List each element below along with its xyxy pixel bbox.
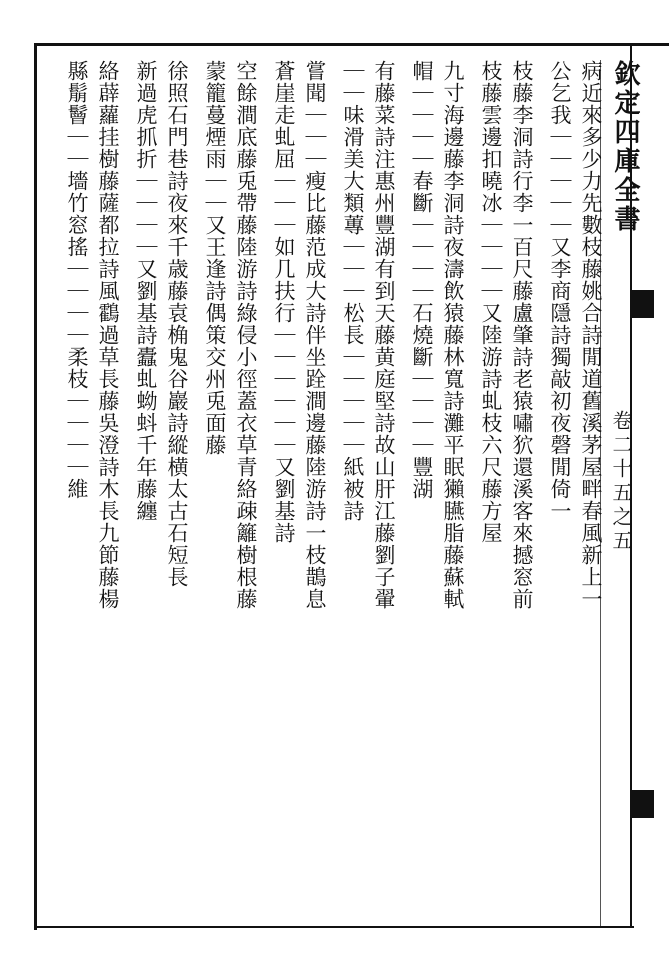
text-column: 帽｜｜｜｜春斷｜｜｜｜石燒斷｜｜｜｜豐湖 [410, 60, 434, 500]
text-column: 徐照石門巷詩夜來千歳藤袁桷鬼谷巖詩縱横太古石短長 [165, 60, 189, 588]
text-column: 新過虎抓折｜｜｜｜又劉基詩蠹虬蚴蚪千年藤纏 [134, 60, 158, 522]
text-column: 絡薜蘿挂樹藤薩都拉詩風鸖過草長藤吳澄詩木長九節藤楊 [96, 60, 120, 610]
text-column: ｜｜味滑美大類蓴｜｜｜松長｜｜｜｜｜紙被詩 [341, 60, 365, 522]
bottom-rule [34, 926, 634, 928]
text-column: 枝藤雲邊扣曉冰｜｜｜｜又陸游詩虬枝六尺藤方屋 [479, 60, 503, 544]
text-column: 蒙籠蔓煙雨｜｜又王逢詩偶策交州兎面藤 [203, 60, 227, 456]
text-column: 病近來多少力先數枝藤姚合詩閒道舊溪茅屋畔春風新上一 [579, 60, 603, 610]
text-column: 嘗聞｜｜｜瘦比藤范成大詩伴坐跧澗邊藤陸游詩一枝鵲息 [303, 60, 327, 610]
book-title: 欽定四庫全書 [610, 60, 640, 234]
volume-label: 卷二十五之五 [609, 410, 633, 554]
text-column: 九寸海邊藤李洞詩夜濤飲猿藤林寬詩灘平眠獺臙脂藤蘇軾 [441, 60, 465, 610]
text-column: 空餘澗底藤兎帶藤陸游詩綠侵小徑蓋衣草青絡疎籬樹根藤 [234, 60, 258, 610]
text-column: 蒼崖走虬屈｜｜｜如几扶行｜｜｜｜｜｜又劉基詩 [272, 60, 296, 544]
text-column: 公乞我｜｜｜｜｜又李商隱詩獨敲初夜磬閒倚一 [548, 60, 572, 522]
edge-tab [632, 290, 654, 318]
text-column: 枝藤李洞詩行李一百尺藤盧肇詩老猿嘯狖還溪客來撼窓前 [510, 60, 534, 610]
text-column: 有藤菜詩注惠州豐湖有到天藤黄庭堅詩故山肝江藤劉子翬 [372, 60, 396, 610]
text-column: 縣鬅鬙｜｜墻竹窓搖｜｜｜｜柔枝｜｜｜｜維 [65, 60, 89, 500]
edge-tab-lower [632, 790, 654, 818]
